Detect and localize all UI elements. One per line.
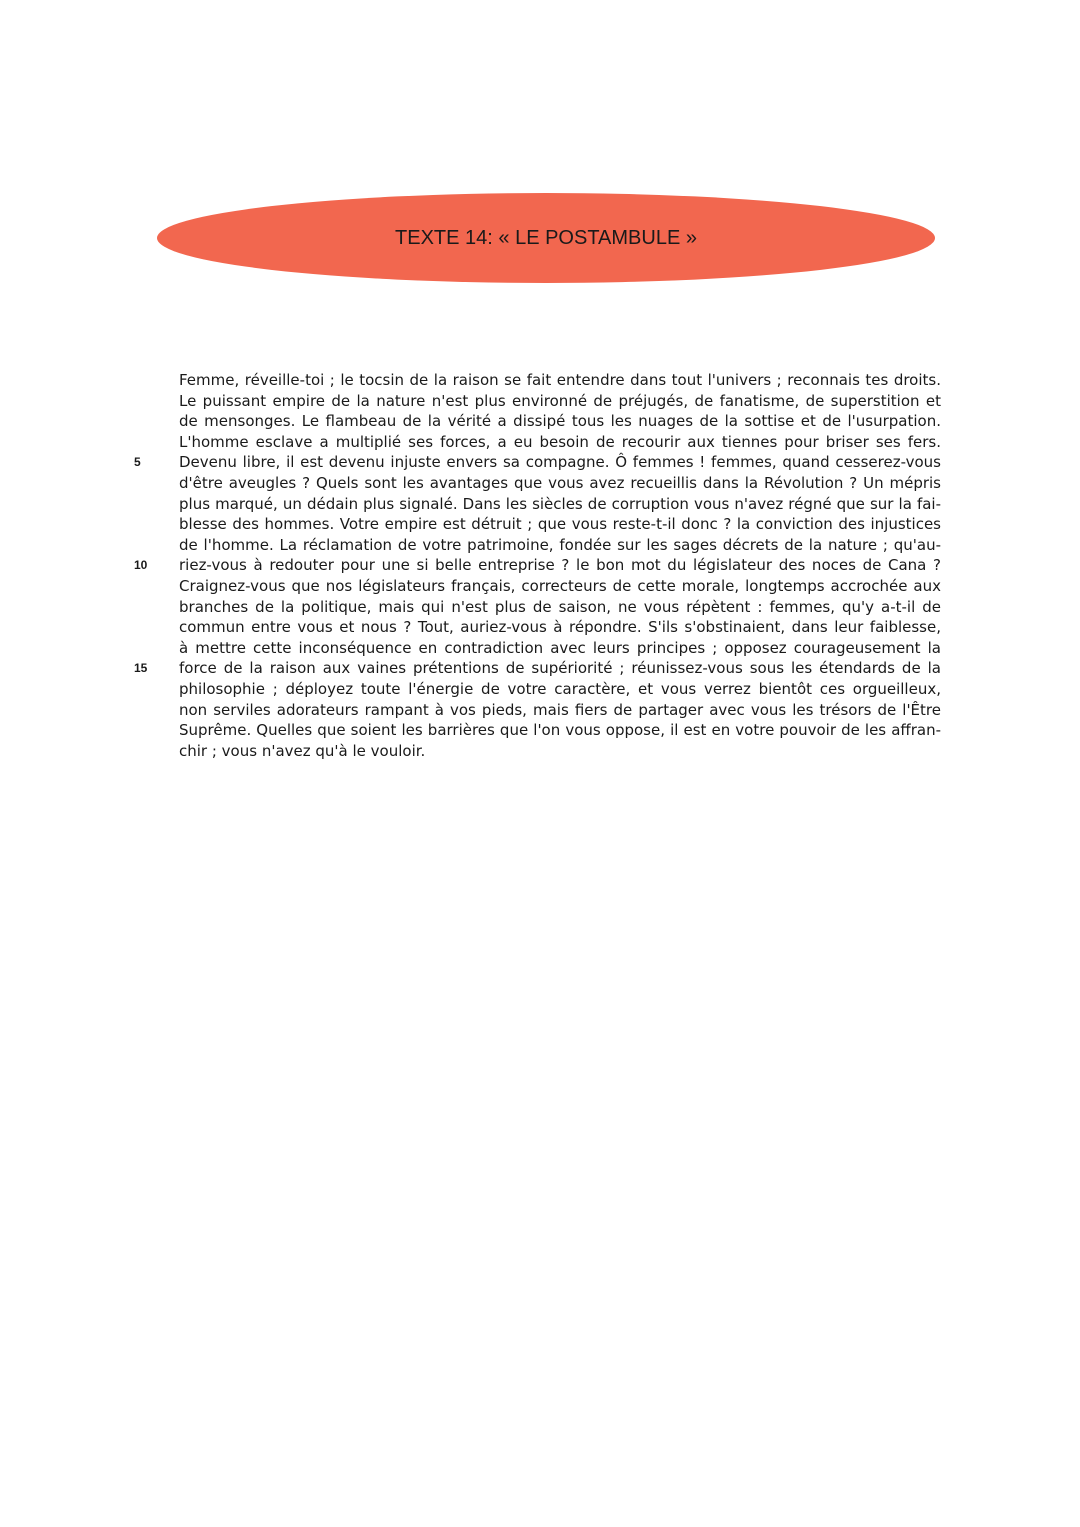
line-text: Suprême. Quelles que soient les barrières que l'on vous oppose, il est en votre pouvoir de les affran- [179, 721, 941, 740]
passage-line [134, 452, 941, 473]
line-number: 15 [134, 661, 148, 676]
line-number: 10 [134, 558, 148, 573]
line-text: d'être aveugles ? Quels sont les avantages que vous avez recueillis dans la Révolution ? Un mépris [179, 473, 941, 492]
line-number: 5 [134, 455, 141, 470]
line-text: philosophie ; déployez toute l'énergie de votre caractère, et vous verrez bientôt ces orgueilleux, [179, 679, 941, 698]
passage-line [179, 432, 941, 453]
passage-line [179, 370, 941, 391]
passage-line [134, 555, 941, 576]
line-text: Le puissant empire de la nature n'est plus environné de préjugés, de fanatisme, de superstition et [179, 391, 941, 410]
passage-line [179, 617, 941, 638]
passage-line [179, 411, 941, 432]
passage-line [179, 576, 941, 597]
passage-line [179, 720, 941, 741]
line-text: de l'homme. La réclamation de votre patrimoine, fondée sur les sages décrets de la nature ; qu'au- [179, 535, 941, 554]
line-text: riez-vous à redouter pour une si belle entreprise ? le bon mot du législateur des noces de Cana ? [179, 556, 941, 575]
passage-line [179, 597, 941, 618]
line-text: de mensonges. Le flambeau de la vérité a dissipé tous les nuages de la sottise et de l'usurpation. [179, 412, 941, 431]
page-title: TEXTE 14: « LE POSTAMBULE » [395, 227, 697, 249]
text-passage [134, 370, 941, 761]
passage-line [179, 535, 941, 556]
passage-line [179, 679, 941, 700]
line-text: L'homme esclave a multiplié ses forces, a eu besoin de recourir aux tiennes pour briser ses fers. [179, 432, 941, 451]
passage-line [179, 741, 941, 762]
line-text: non serviles adorateurs rampant à vos pieds, mais fiers de partager avec vous les trésors de l'Être [179, 700, 941, 719]
passage-line [179, 473, 941, 494]
passage-line [179, 391, 941, 412]
line-text: chir ; vous n'avez qu'à le vouloir. [179, 741, 426, 760]
line-text: plus marqué, un dédain plus signalé. Dans les siècles de corruption vous n'avez régné que sur la fai- [179, 494, 941, 513]
line-text: branches de la politique, mais qui n'est plus de saison, ne vous répètent : femmes, qu'y a-t-il de [179, 597, 941, 616]
line-text: force de la raison aux vaines prétentions de supériorité ; réunissez-vous sous les étendards de la [179, 659, 941, 678]
line-text: commun entre vous et nous ? Tout, auriez-vous à répondre. S'ils s'obstinaient, dans leur faiblesse, [179, 618, 941, 637]
passage-line [179, 514, 941, 535]
passage-line [134, 658, 941, 679]
line-text: Femme, réveille-toi ; le tocsin de la raison se fait entendre dans tout l'univers ; reconnais tes droits. [179, 371, 941, 389]
line-text: Craignez-vous que nos législateurs français, correcteurs de cette morale, longtemps accrochée aux [179, 576, 941, 595]
line-text: Devenu libre, il est devenu injuste envers sa compagne. Ô femmes ! femmes, quand cesserez-vous [179, 453, 941, 472]
passage-line [179, 494, 941, 515]
passage-line [179, 638, 941, 659]
passage-line [179, 700, 941, 721]
line-text: blesse des hommes. Votre empire est détruit ; que vous reste-t-il donc ? la conviction des injustices [179, 515, 941, 534]
line-text: à mettre cette inconséquence en contradiction avec leurs principes ; opposez courageusement la [179, 638, 941, 657]
